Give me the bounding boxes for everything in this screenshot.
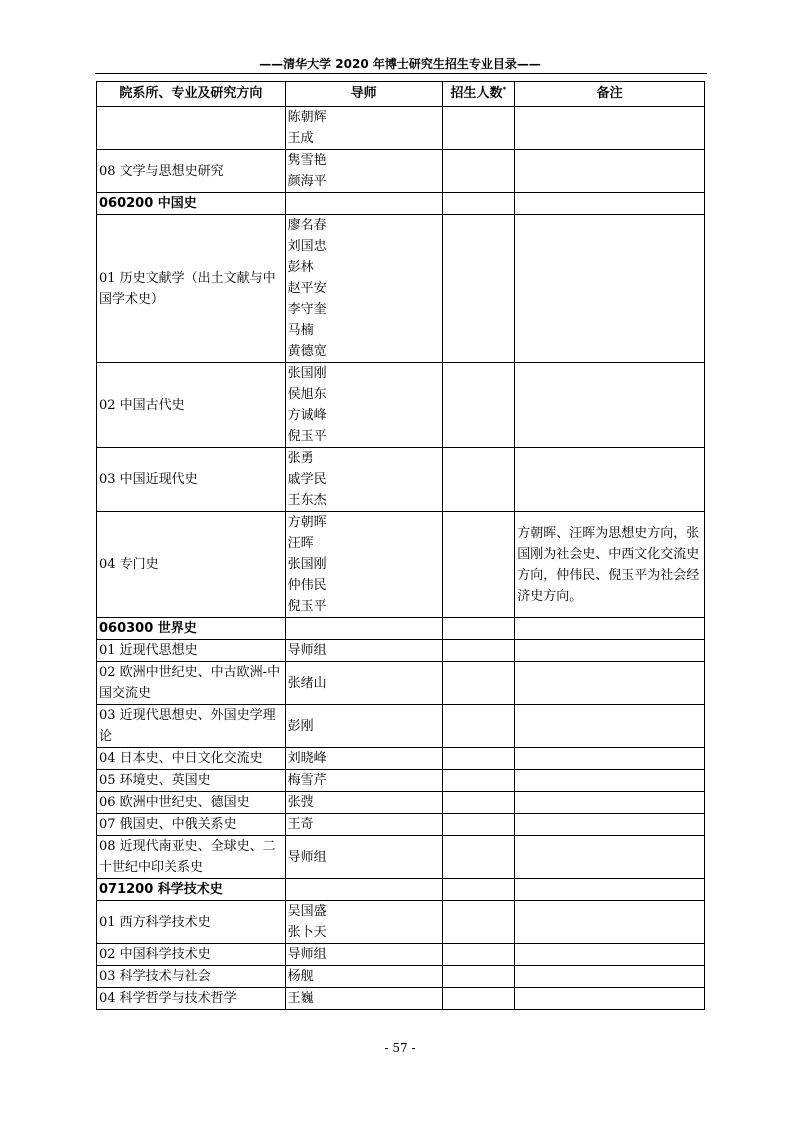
advisor-cell [285, 662, 442, 705]
direction-cell: 03 中国近现代史 [97, 448, 286, 512]
table-row [97, 705, 705, 748]
quota-cell [442, 640, 515, 662]
advisor-cell [285, 814, 442, 836]
table-row [97, 215, 705, 363]
advisor-name: 廖名春 [287, 218, 327, 233]
advisor-name: 导师组 [287, 947, 327, 962]
quota-cell [442, 966, 515, 988]
advisor-name: 陈朝辉 [287, 110, 327, 125]
advisor-name: 戚学民 [287, 472, 327, 487]
table-row [97, 448, 705, 512]
empty-cell [442, 618, 515, 640]
quota-cell [442, 770, 515, 792]
direction-cell: 01 西方科学技术史 [97, 901, 286, 944]
note-cell [515, 150, 705, 193]
direction-cell: 03 科学技术与社会 [97, 966, 286, 988]
quota-cell [442, 512, 515, 618]
direction-cell: 04 日本史、中日文化交流史 [97, 748, 286, 770]
table-row [97, 640, 705, 662]
advisor-name: 导师组 [287, 643, 327, 658]
empty-cell [285, 618, 442, 640]
advisor-name: 刘晓峰 [287, 751, 327, 766]
advisor-name: 张弢 [287, 795, 314, 810]
note-cell [515, 770, 705, 792]
table-row [97, 966, 705, 988]
advisor-name: 颜海平 [287, 174, 327, 189]
header-rule [95, 73, 707, 74]
note-cell [515, 107, 705, 150]
advisor-name: 隽雪艳 [287, 153, 327, 168]
quota-cell [442, 448, 515, 512]
quota-cell [442, 988, 515, 1010]
advisor-name: 彭林 [287, 260, 314, 275]
advisor-cell [285, 792, 442, 814]
advisor-name: 梅雪芹 [287, 773, 327, 788]
table-row [97, 662, 705, 705]
direction-cell: 04 专门史 [97, 512, 286, 618]
table-row [97, 901, 705, 944]
advisor-name: 黄德宽 [287, 344, 327, 359]
note-cell: 方朝晖、汪晖为思想史方向，张国刚为社会史、中西文化交流史方向，仲伟民、倪玉平为社会经济史方向。 [515, 512, 705, 618]
note-cell [515, 836, 705, 879]
note-cell [515, 792, 705, 814]
advisor-cell [285, 150, 442, 193]
major-title: 060300 世界史 [97, 618, 286, 640]
quota-cell [442, 748, 515, 770]
quota-cell [442, 814, 515, 836]
advisor-name: 张国刚 [287, 557, 327, 572]
direction-cell: 04 科学哲学与技术哲学 [97, 988, 286, 1010]
major-row [97, 879, 705, 901]
direction-cell: 01 近现代思想史 [97, 640, 286, 662]
advisor-name: 赵平安 [287, 281, 327, 296]
header-note: 备注 [515, 82, 705, 107]
advisor-cell [285, 640, 442, 662]
quota-cell [442, 215, 515, 363]
direction-cell: 02 中国科学技术史 [97, 944, 286, 966]
table-row [97, 512, 705, 618]
direction-cell: 05 环境史、英国史 [97, 770, 286, 792]
advisor-cell [285, 836, 442, 879]
advisor-name: 马楠 [287, 323, 314, 338]
page-number: - 57 - [384, 1041, 416, 1055]
note-cell [515, 640, 705, 662]
table-row [97, 792, 705, 814]
direction-cell: 02 欧洲中世纪史、中古欧洲-中国交流史 [97, 662, 286, 705]
table-row [97, 107, 705, 150]
advisor-cell [285, 988, 442, 1010]
advisor-name: 倪玉平 [287, 599, 327, 614]
header-advisor: 导师 [285, 82, 442, 107]
note-cell [515, 215, 705, 363]
advisor-name: 张勇 [287, 451, 314, 466]
empty-cell [515, 618, 705, 640]
direction-cell: 08 近现代南亚史、全球史、二十世纪中印关系史 [97, 836, 286, 879]
header-quota [442, 82, 515, 107]
advisor-cell [285, 748, 442, 770]
table-row [97, 363, 705, 448]
advisor-name: 倪玉平 [287, 429, 327, 444]
advisor-cell [285, 215, 442, 363]
major-title: 071200 科学技术史 [97, 879, 286, 901]
quota-cell [442, 944, 515, 966]
note-cell [515, 748, 705, 770]
header-direction: 院系所、专业及研究方向 [97, 82, 286, 107]
note-cell [515, 944, 705, 966]
table-row [97, 944, 705, 966]
note-cell [515, 966, 705, 988]
note-cell [515, 705, 705, 748]
note-cell [515, 901, 705, 944]
table-row [97, 988, 705, 1010]
advisor-cell [285, 363, 442, 448]
direction-cell: 01 历史文献学（出土文献与中国学术史） [97, 215, 286, 363]
advisor-cell [285, 107, 442, 150]
note-cell [515, 814, 705, 836]
direction-cell [97, 107, 286, 150]
advisor-name: 李守奎 [287, 302, 327, 317]
major-title: 060200 中国史 [97, 193, 286, 215]
note-cell [515, 662, 705, 705]
advisor-name: 张绪山 [287, 675, 327, 691]
table-row [97, 748, 705, 770]
empty-cell [442, 193, 515, 215]
quota-cell [442, 792, 515, 814]
advisor-name: 刘国忠 [287, 239, 327, 254]
table-header-row [97, 82, 705, 107]
header-quota-label: 招生人数 [450, 86, 503, 101]
advisor-name: 张卜天 [287, 925, 327, 940]
advisor-name: 张国刚 [287, 366, 327, 381]
empty-cell [515, 193, 705, 215]
direction-cell: 06 欧洲中世纪史、德国史 [97, 792, 286, 814]
quota-cell [442, 150, 515, 193]
advisor-name: 方朝晖 [287, 515, 327, 530]
catalog-table [96, 81, 705, 1010]
advisor-name: 王成 [287, 131, 314, 146]
table-row [97, 150, 705, 193]
quota-cell [442, 836, 515, 879]
direction-cell: 07 俄国史、中俄关系史 [97, 814, 286, 836]
advisor-name: 王东杰 [287, 493, 327, 508]
advisor-name: 彭刚 [287, 718, 314, 734]
advisor-cell [285, 944, 442, 966]
major-row [97, 193, 705, 215]
note-cell [515, 988, 705, 1010]
advisor-cell [285, 966, 442, 988]
page-header: ——清华大学 2020 年博士研究生招生专业目录—— [259, 57, 541, 71]
advisor-cell [285, 901, 442, 944]
major-row [97, 618, 705, 640]
note-cell [515, 363, 705, 448]
advisor-name: 侯旭东 [287, 387, 327, 402]
advisor-name: 导师组 [287, 849, 327, 865]
advisor-name: 汪晖 [287, 536, 314, 551]
direction-cell: 08 文学与思想史研究 [97, 150, 286, 193]
advisor-name: 王巍 [287, 991, 314, 1006]
quota-cell [442, 705, 515, 748]
empty-cell [515, 879, 705, 901]
empty-cell [285, 193, 442, 215]
table-row [97, 814, 705, 836]
empty-cell [285, 879, 442, 901]
advisor-cell [285, 705, 442, 748]
advisor-name: 杨舰 [287, 969, 314, 984]
advisor-cell [285, 448, 442, 512]
advisor-cell [285, 770, 442, 792]
empty-cell [442, 879, 515, 901]
advisor-cell [285, 512, 442, 618]
advisor-name: 吴国盛 [287, 904, 327, 919]
table-row [97, 836, 705, 879]
advisor-name: 王奇 [287, 817, 314, 832]
header-quota-mark: * [502, 85, 507, 94]
table-row [97, 770, 705, 792]
advisor-name: 仲伟民 [287, 578, 327, 593]
quota-cell [442, 901, 515, 944]
quota-cell [442, 363, 515, 448]
quota-cell [442, 662, 515, 705]
advisor-name: 方诚峰 [287, 408, 327, 423]
note-cell [515, 448, 705, 512]
quota-cell [442, 107, 515, 150]
direction-cell: 02 中国古代史 [97, 363, 286, 448]
direction-cell: 03 近现代思想史、外国史学理论 [97, 705, 286, 748]
table-body [97, 107, 705, 1010]
